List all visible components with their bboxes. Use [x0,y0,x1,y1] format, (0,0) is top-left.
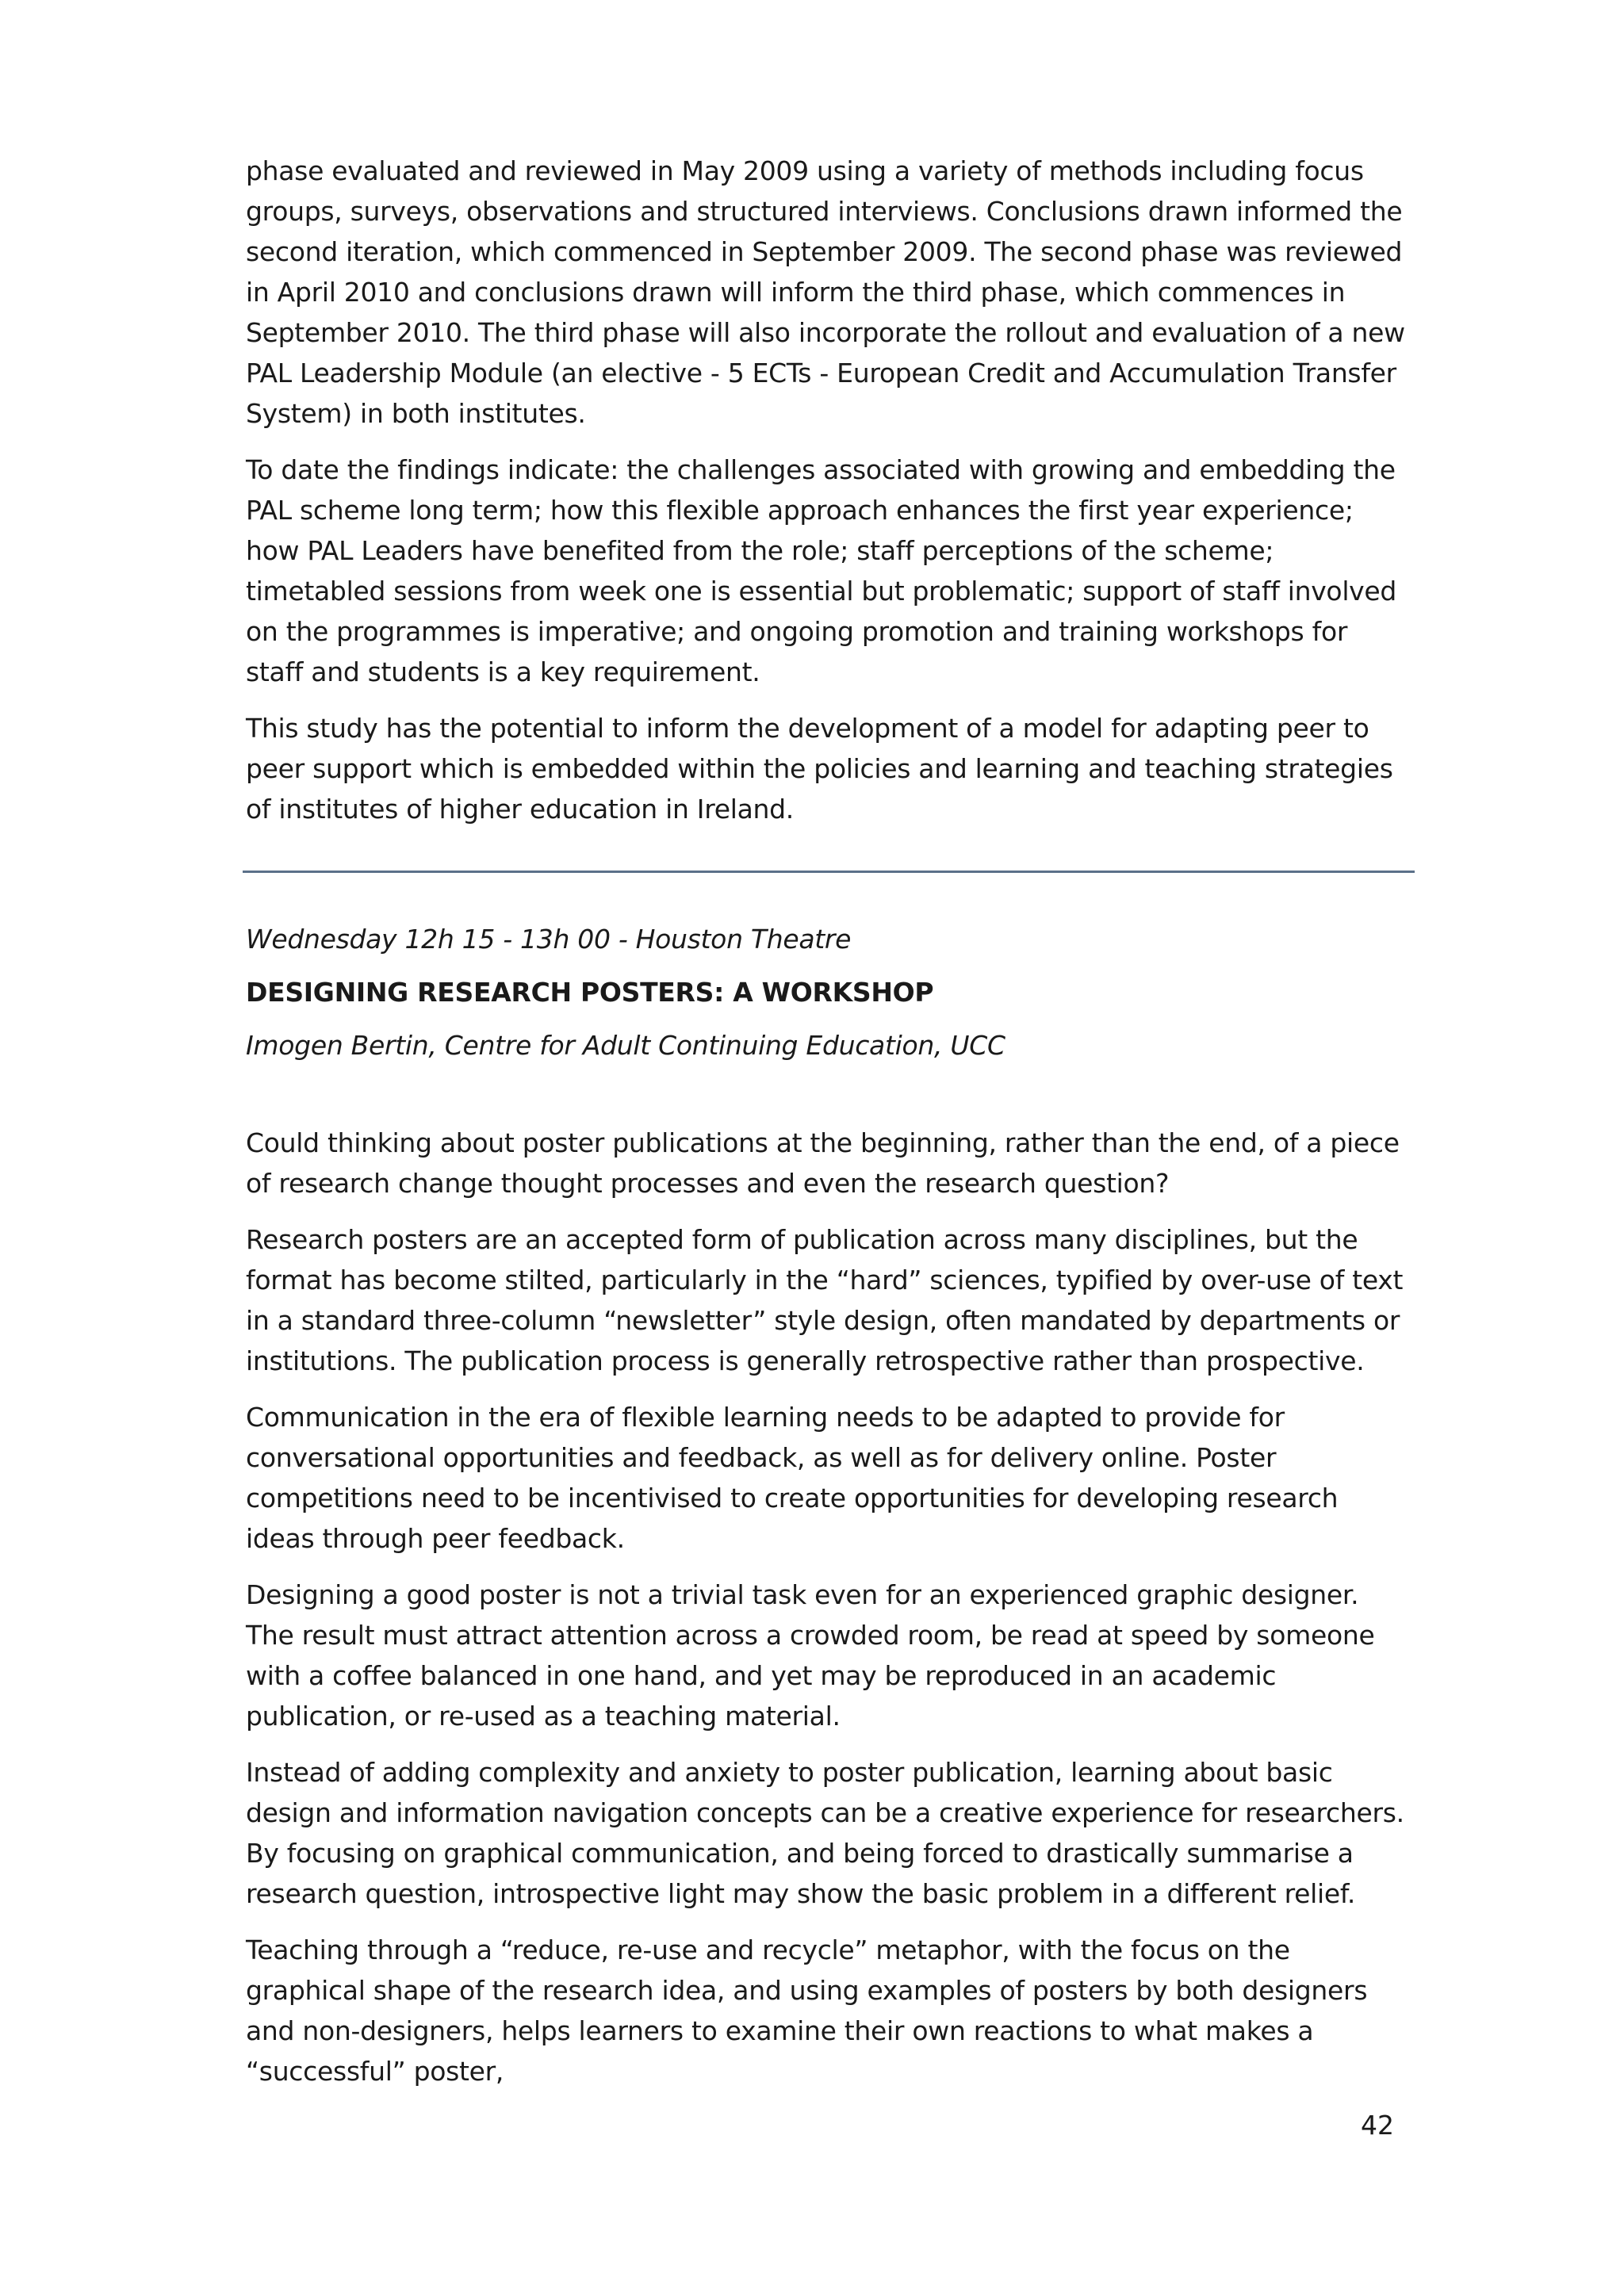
session-author: Imogen Bertin, Centre for Adult Continuing Education, UCC [246,1030,1005,1061]
document-page [246,151,1411,2107]
session-paragraph: Teaching through a “reduce, re-use and recycle” metaphor, with the focus on the graphical shape of the research idea, and using examples of posters by both designers and non-designers, helps learners to examine their own reactions to what makes a “successful” poster, [246,1934,1368,2087]
intro-paragraph: phase evaluated and reviewed in May 2009 using a variety of methods including focus groups, surveys, observations and structured interviews. Conclusions drawn informed the second iteration, which commenced in September 2009. The second phase was reviewed in April 2010 and conclusions drawn will inform the third phase, which commences in September 2010. The third phase will also incorporate the rollout and evaluation of a new PAL Leadership Module (an elective - 5 ECTs - European Credit and Accumulation Transfer System) in both institutes. [246,155,1405,429]
session-title: DESIGNING RESEARCH POSTERS: A WORKSHOP [246,977,934,1008]
session-paragraph: Research posters are an accepted form of publication across many disciplines, but the format has become stilted, particularly in the “hard” sciences, typified by over-use of text in a standard three-column “newsletter” style design, often mandated by departments or institutions. The publication process is generally retrospective rather than prospective. [246,1224,1404,1376]
intro-paragraph: This study has the potential to inform the development of a model for adapting peer to peer support which is embedded within the policies and learning and teaching strategies of institutes of higher education in Ireland. [246,713,1393,825]
session-time: Wednesday 12h 15 - 13h 00 - Houston Theatre [246,924,852,955]
session-paragraph: Communication in the era of flexible learning needs to be adapted to provide for conversational opportunities and feedback, as well as for delivery online. Poster competitions need to be incentivised to create opportunities for developing research ideas through peer feedback. [246,1402,1339,1554]
session-paragraph: Instead of adding complexity and anxiety to poster publication, learning about basic design and information navigation concepts can be a creative experience for researchers. By focusing on graphical communication, and being forced to drastically summarise a research question, introspective light may show the basic problem in a different relief. [246,1757,1404,1909]
session-paragraph: Could thinking about poster publications at the beginning, rather than the end, of a piece of research change thought processes and even the research question? [246,1127,1400,1199]
section-divider [243,871,1415,873]
intro-paragraph: To date the findings indicate: the challenges associated with growing and embedding the PAL scheme long term; how this flexible approach enhances the first year experience; how PAL Leaders have benefited from the role; staff perceptions of the scheme; timetabled sessions from week one is essential but problematic; support of staff involved on the programmes is imperative; and ongoing promotion and training workshops for staff and students is a key requirement. [246,454,1397,687]
page-number: 42 [1361,2110,1394,2141]
session-paragraph: Designing a good poster is not a trivial task even for an experienced graphic designer. The result must attract attention across a crowded room, be read at speed by someone with a coffee balanced in one hand, and yet may be reproduced in an academic publication, or re-used as a teaching material. [246,1579,1375,1732]
